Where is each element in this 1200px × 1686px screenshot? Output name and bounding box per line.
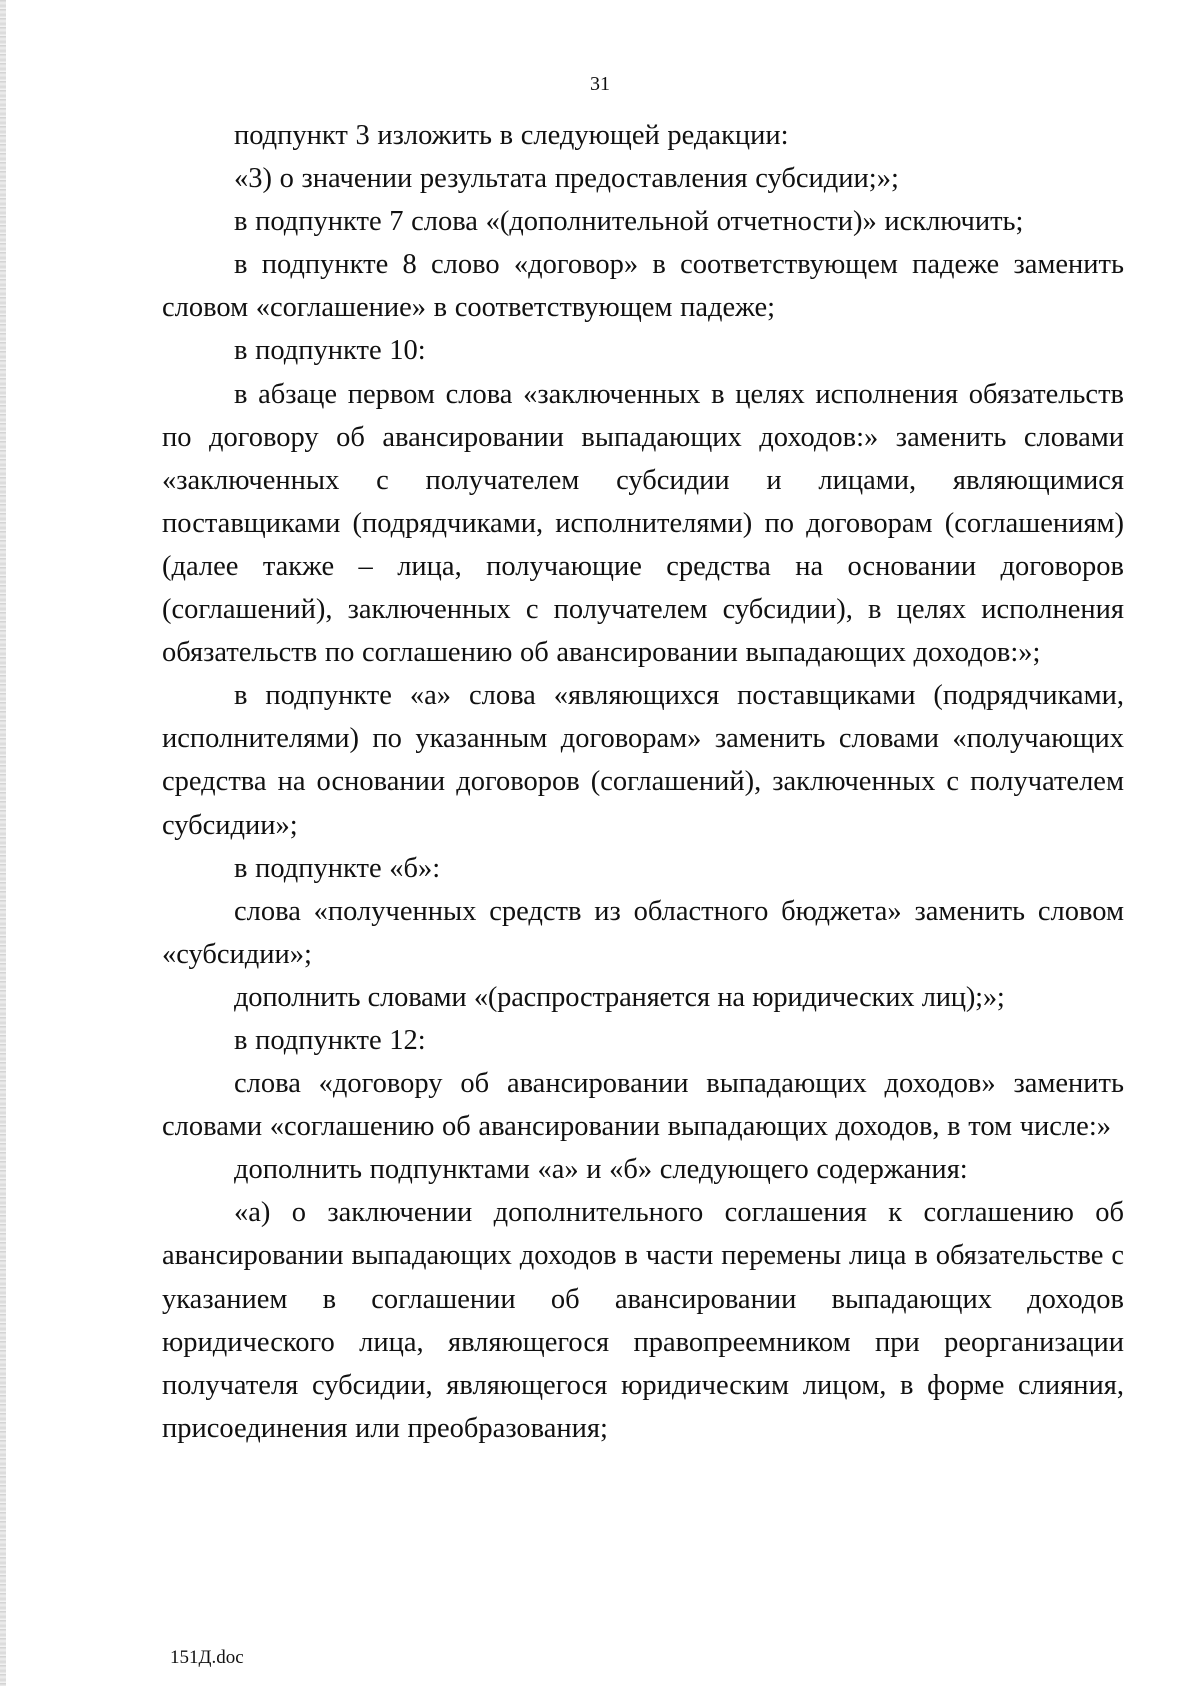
- paragraph: в абзаце первом слова «заключенных в целях исполнения обязательств по договору об авансировании выпадающих доходов:» заменить словами «заключенных с получателем субсидии и лицами, являющимися поставщиками (подрядчиками, исполнителями) по договорам (соглашениям) (далее также – лица, получающие средства на основании договоров (соглашений), заключенных с получателем субсидии), в целях исполнения обязательств по соглашению об авансировании выпадающих доходов:»;: [162, 378, 1124, 669]
- paragraph: в подпункте 12:: [234, 1024, 426, 1056]
- document-body: [162, 114, 1124, 1450]
- paragraph: дополнить подпунктами «а» и «б» следующего содержания:: [234, 1154, 968, 1186]
- paragraph: слова «полученных средств из областного бюджета» заменить словом «субсидии»;: [162, 895, 1124, 970]
- paragraph: слова «договору об авансировании выпадающих доходов» заменить словами «соглашению об авансировании выпадающих доходов, в том числе:»: [162, 1068, 1124, 1143]
- page-number: 31: [590, 73, 610, 95]
- paragraph: в подпункте «б»:: [234, 852, 441, 884]
- paragraph: в подпункте 8 слово «договор» в соответствующем падеже заменить словом «соглашение» в соответствующем падеже;: [162, 249, 1124, 324]
- paragraph: в подпункте 7 слова «(дополнительной отчетности)» исключить;: [234, 206, 1024, 238]
- scan-edge-shadow: [0, 0, 6, 1686]
- paragraph: в подпункте 10:: [234, 335, 426, 367]
- paragraph: «3) о значении результата предоставления субсидии;»;: [234, 163, 899, 195]
- paragraph: в подпункте «а» слова «являющихся поставщиками (подрядчиками, исполнителями) по указанным договорам» заменить словами «получающих средства на основании договоров (соглашений), заключенных с получателем субсидии»;: [162, 680, 1124, 841]
- paragraph: «а) о заключении дополнительного соглашения к соглашению об авансировании выпадающих доходов в части перемены лица в обязательстве с указанием в соглашении об авансировании выпадающих доходов юридического лица, являющегося правопреемником при реорганизации получателя субсидии, являющегося юридическим лицом, в форме слияния, присоединения или преобразования;: [162, 1197, 1124, 1444]
- paragraph: дополнить словами «(распространяется на юридических лиц);»;: [234, 981, 1005, 1013]
- footer-filename: 151Д.doc: [170, 1647, 244, 1668]
- paragraph: подпункт 3 изложить в следующей редакции:: [234, 120, 789, 151]
